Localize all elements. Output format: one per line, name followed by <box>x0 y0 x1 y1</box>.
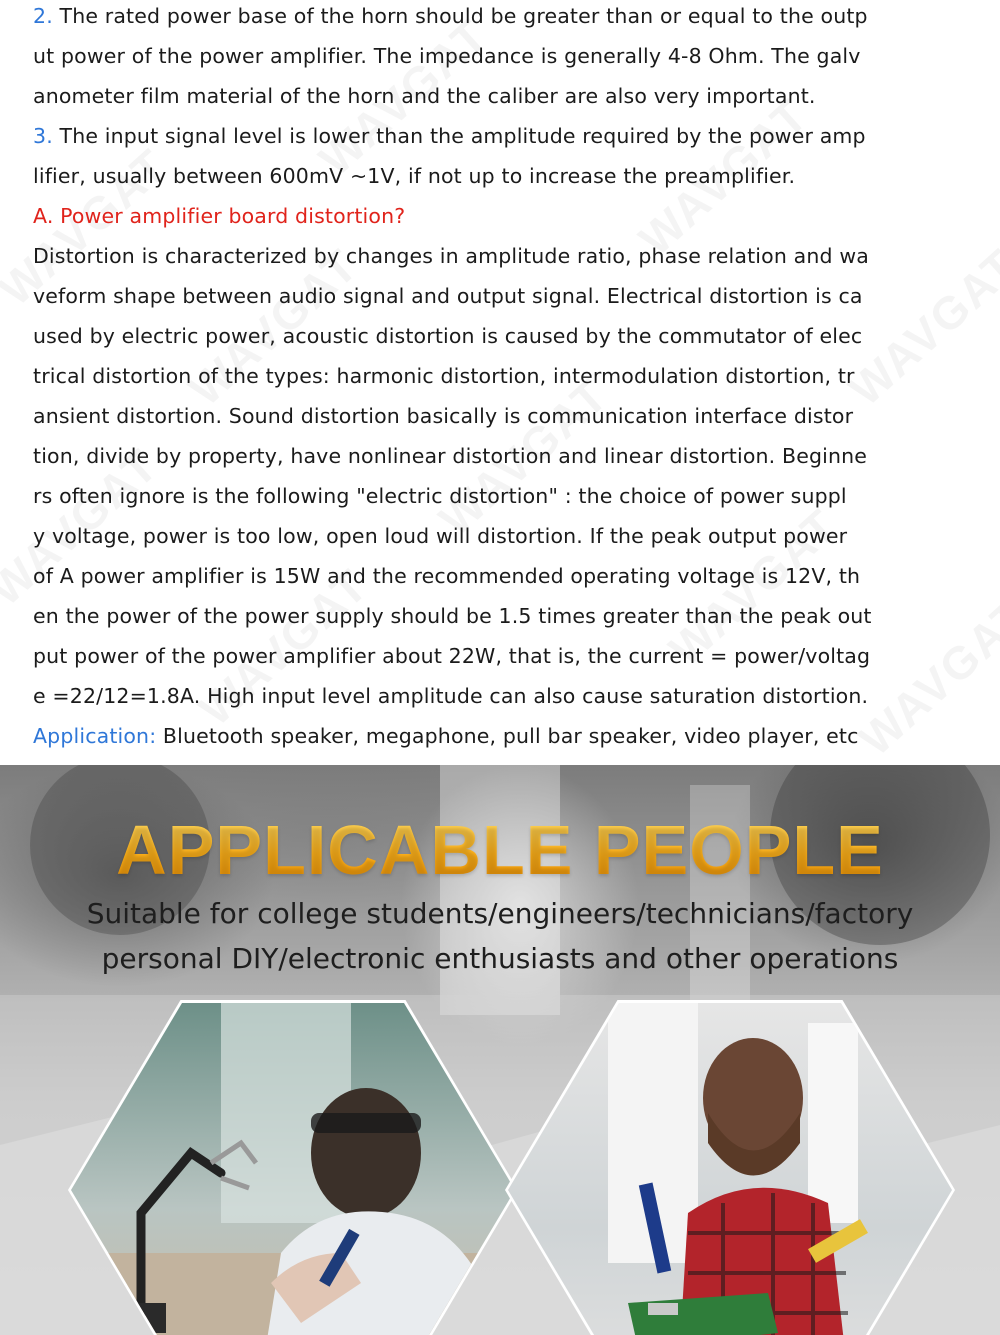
body-line: y voltage, power is too low, open loud will distortion. If the peak output power <box>33 524 848 548</box>
list-number: 2. <box>33 4 53 28</box>
body-line: of A power amplifier is 15W and the recommended operating voltage is 12V, th <box>33 564 861 588</box>
body-line: put power of the power amplifier about 22W, that is, the current = power/voltag <box>33 644 871 668</box>
paragraph-text: The input signal level is lower than the amplitude required by the power amp <box>52 124 866 148</box>
section-title: A. Power amplifier board distortion? <box>33 204 406 228</box>
body-line: e =22/12=1.8A. High input level amplitude can also cause saturation distortion. <box>33 684 869 708</box>
body-line: en the power of the power supply should be 1.5 times greater than the peak out <box>33 604 872 628</box>
body-line: used by electric power, acoustic distortion is caused by the commutator of elec <box>33 324 863 348</box>
paragraph-2-line-3: anometer film material of the horn and the caliber are also very important. <box>33 84 816 108</box>
banner-heading: APPLICABLE PEOPLE <box>0 810 1000 890</box>
body-line: Distortion is characterized by changes in amplitude ratio, phase relation and wa <box>33 244 869 268</box>
banner-subtitle-line-1: Suitable for college students/engineers/technicians/factory <box>86 897 914 930</box>
application-label: Application: <box>33 724 157 748</box>
body-line: ansient distortion. Sound distortion basically is communication interface distor <box>33 404 854 428</box>
paragraph-2-line-2: ut power of the power amplifier. The impedance is generally 4-8 Ohm. The galv <box>33 44 861 68</box>
application-line <box>33 716 973 756</box>
banner-subtitle-line-2: personal DIY/electronic enthusiasts and other operations <box>101 942 899 975</box>
application-text: Bluetooth speaker, megaphone, pull bar speaker, video player, etc <box>156 724 859 748</box>
body-line: veform shape between audio signal and output signal. Electrical distortion is ca <box>33 284 863 308</box>
paragraph-text: The rated power base of the horn should be greater than or equal to the outp <box>52 4 868 28</box>
list-number: 3. <box>33 124 53 148</box>
paragraph-2-line-1 <box>33 0 973 36</box>
body-line: rs often ignore is the following "electric distortion" : the choice of power suppl <box>33 484 847 508</box>
paragraph-3-line-1 <box>33 116 973 156</box>
body-line: trical distortion of the types: harmonic distortion, intermodulation distortion, tr <box>33 364 855 388</box>
body-line: tion, divide by property, have nonlinear distortion and linear distortion. Beginne <box>33 444 868 468</box>
paragraph-3-line-2: lifier, usually between 600mV ~1V, if not up to increase the preamplifier. <box>33 164 796 188</box>
